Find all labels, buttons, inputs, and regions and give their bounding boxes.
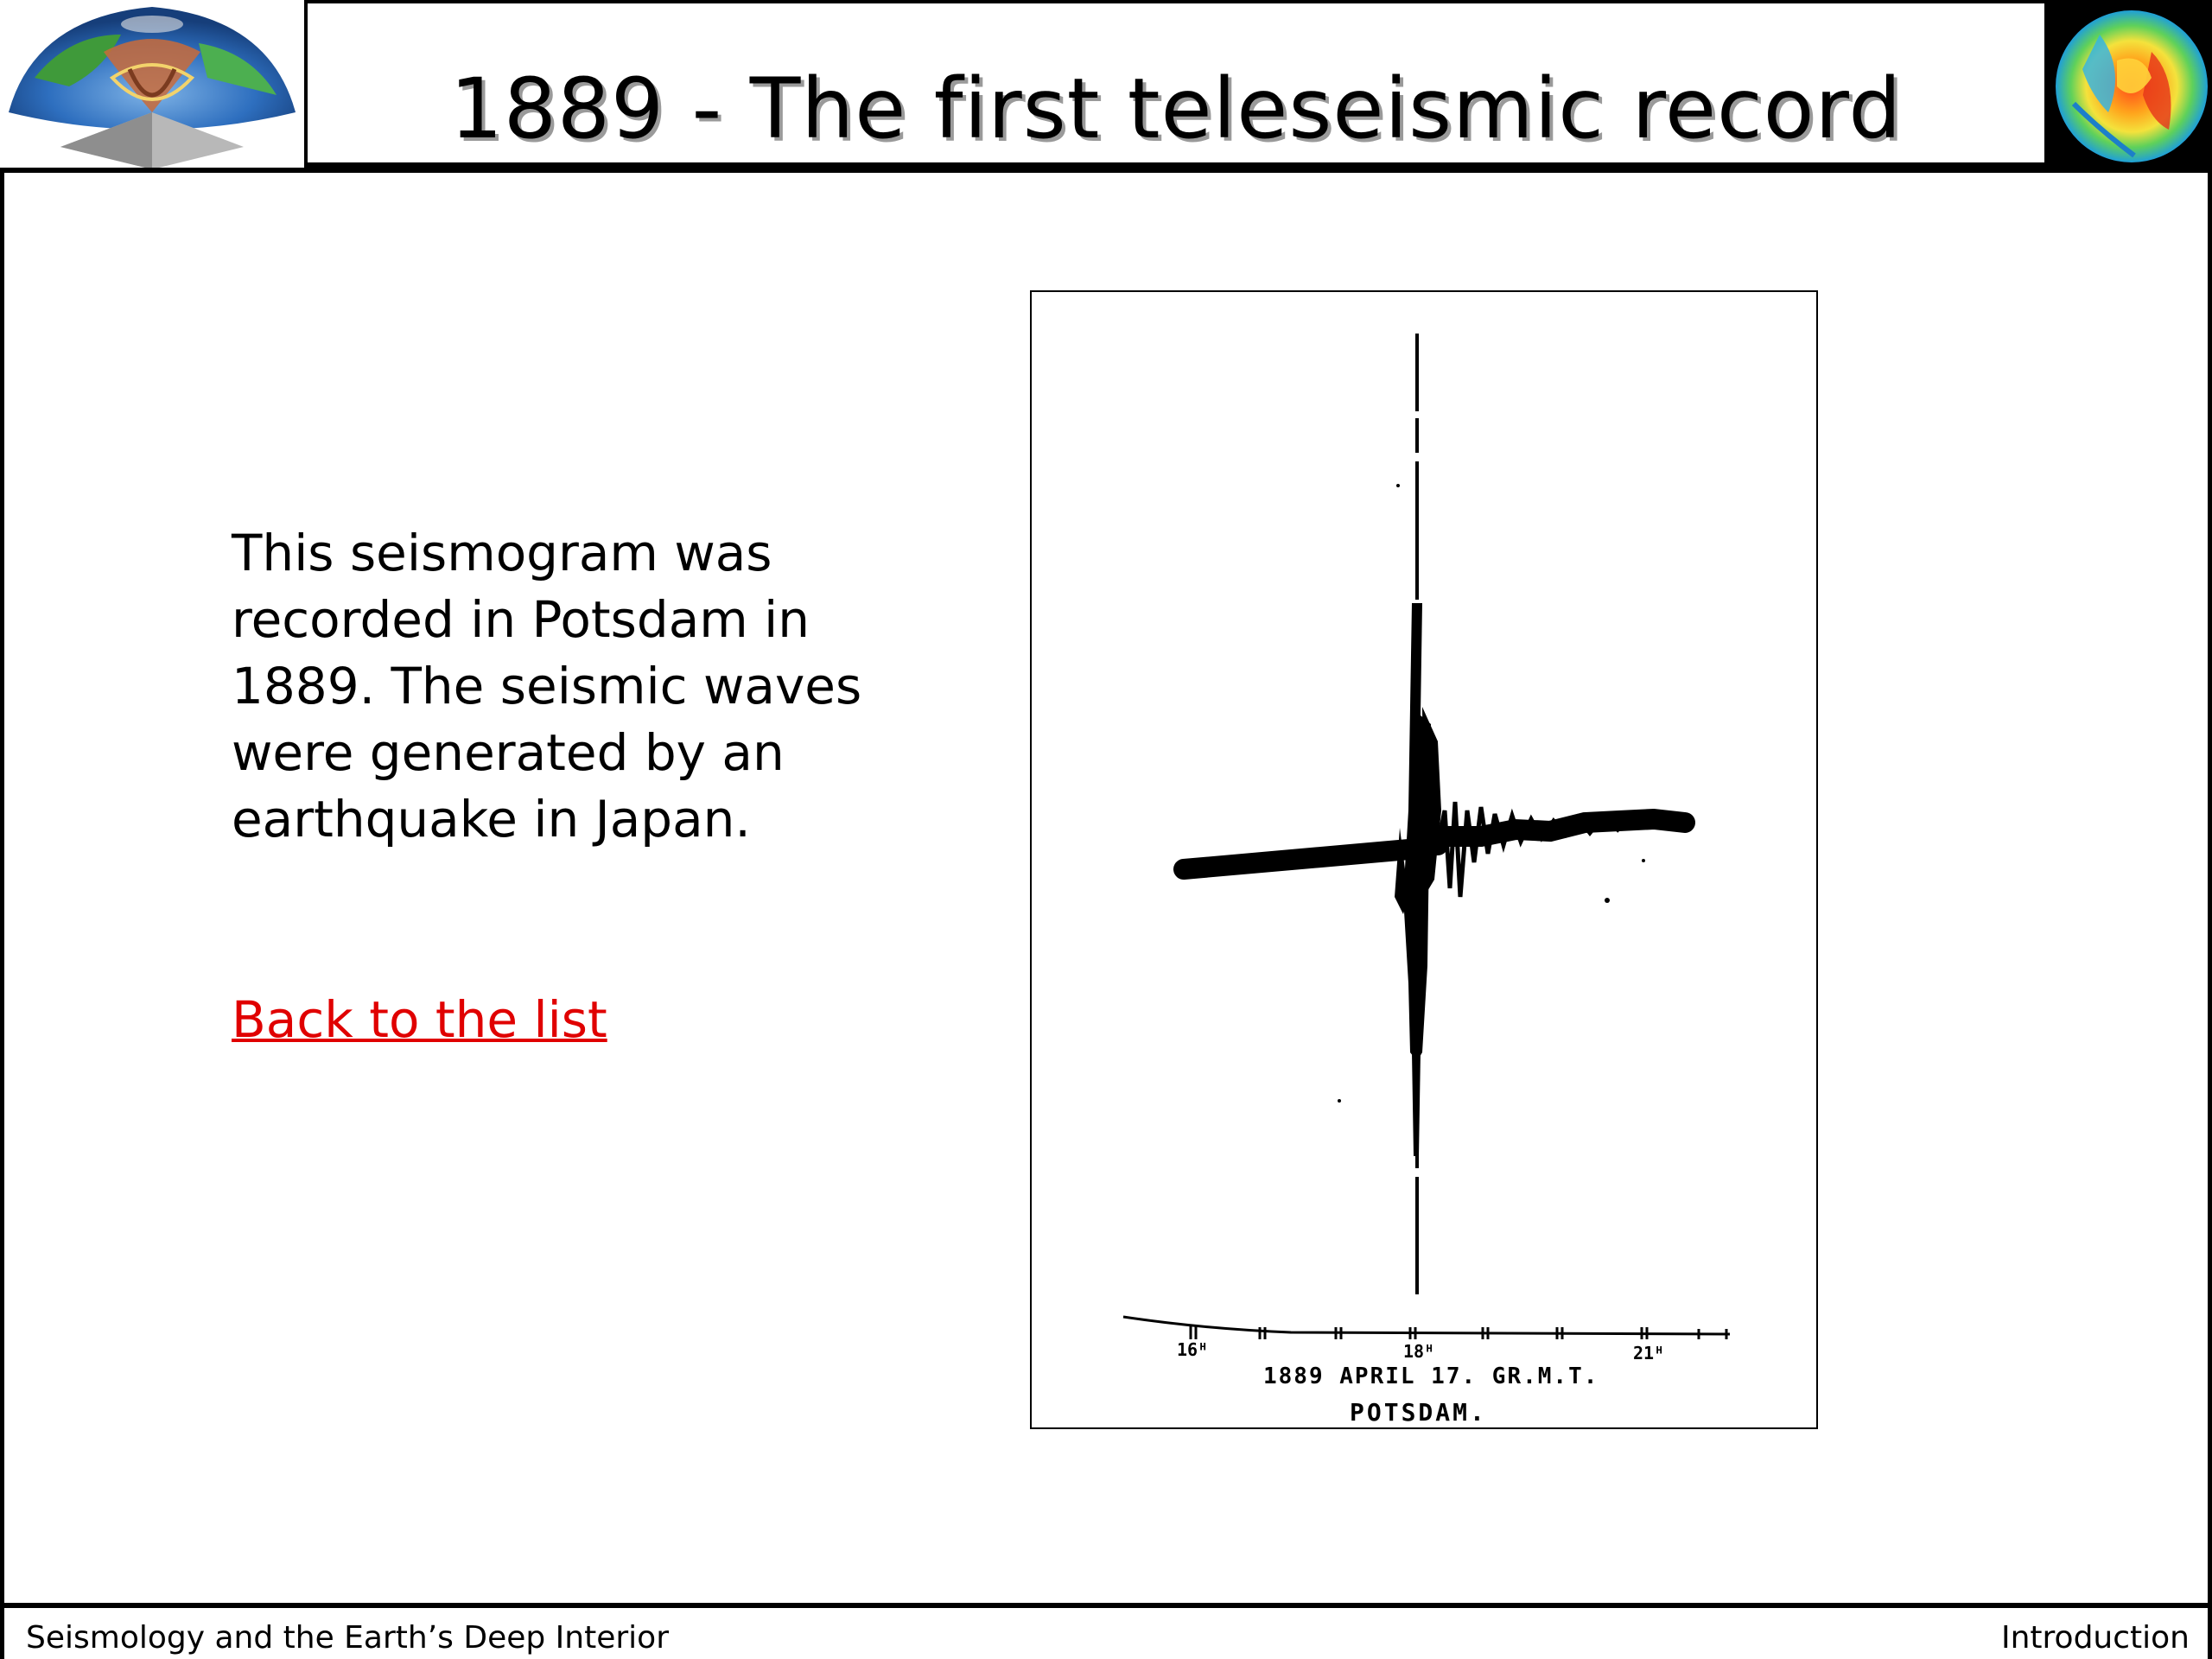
seismogram-figure [1030, 290, 1818, 1429]
tomography-globe-logo [2048, 0, 2212, 169]
footer-section-name: Introduction [2000, 1620, 2190, 1656]
frame-right-border [2208, 169, 2212, 1659]
seismogram-caption-date: 1889 APRIL 17. GR.M.T. [1263, 1363, 1599, 1389]
footer-divider [0, 1603, 2212, 1608]
tick-label-21h: 21ᴴ [1633, 1343, 1665, 1363]
tick-label-16h: 16ᴴ [1177, 1339, 1209, 1360]
title-bar [304, 0, 2048, 168]
page-title: 1889 - The first teleseismic record [449, 60, 1903, 157]
footer-course-title: Seismology and the Earth’s Deep Interior [26, 1620, 669, 1656]
seismogram-trace [1032, 292, 1816, 1427]
tick-label-18h: 18ᴴ [1403, 1341, 1435, 1362]
back-to-list-link[interactable]: Back to the list [232, 990, 607, 1049]
earth-cutaway-logo [0, 0, 304, 169]
header-divider [0, 168, 2212, 173]
description-paragraph: This seismogram was recorded in Potsdam in 1889. The seismic waves were generated by an earthquake in Japan. [232, 524, 862, 849]
frame-left-border [0, 169, 4, 1659]
seismogram-caption-station: POTSDAM. [1350, 1398, 1487, 1427]
